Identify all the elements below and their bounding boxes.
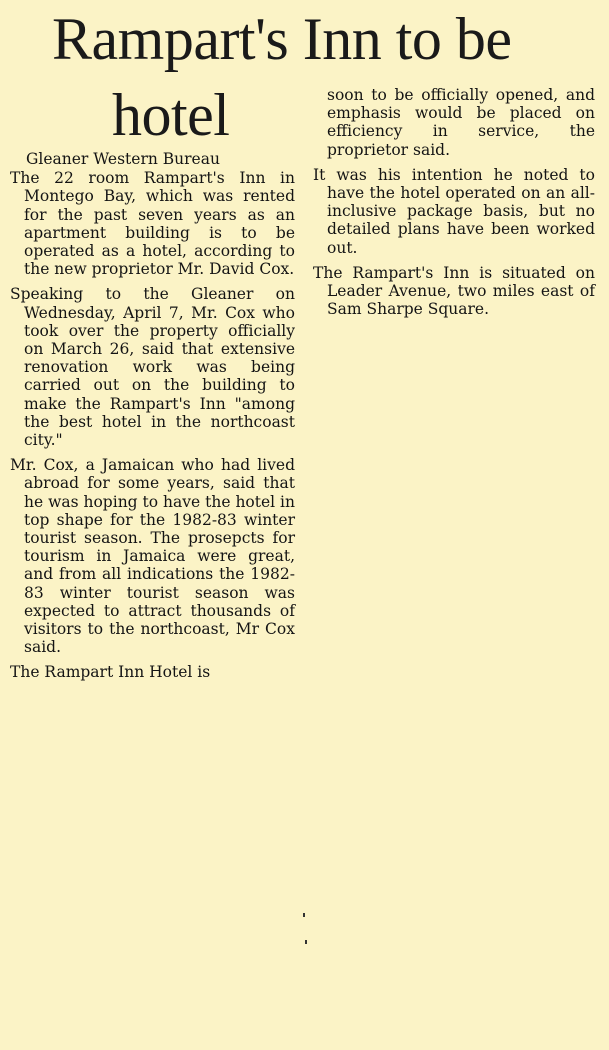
headline-line-2: hotel bbox=[112, 82, 230, 148]
headline-line-1: Rampart's Inn to be bbox=[52, 6, 512, 72]
right-paragraph-2: It was his intention he noted to have the hotel operated on an all-inclusive package basis, but no detailed plans have been worked out. bbox=[313, 165, 595, 257]
paragraph-3: Mr. Cox, a Jamaican who had lived abroad for some years, said that he was hoping to have the hotel in top shape for the 1982-83 winter tourist season. The prosepcts for tourism in Jamaica were great, and from all indications the 1982-83 winter tourist season was expected to attract thousands of visitors to the northcoast, Mr Cox said. bbox=[10, 456, 295, 657]
right-column bbox=[313, 86, 595, 325]
paragraph-1: The 22 room Rampart's Inn in Montego Bay, which was rented for the past seven years as an apartment building is to be operated as a hotel, according to the new proprietor Mr. David Cox. bbox=[10, 169, 295, 279]
paragraph-4: The Rampart Inn Hotel is bbox=[10, 663, 211, 682]
right-paragraph-1: soon to be officially opened, and emphasis would be placed on efficiency in service, the proprietor said. bbox=[327, 86, 595, 159]
paragraph-2: Speaking to the Gleaner on Wednesday, April 7, Mr. Cox who took over the property officially on March 26, said that extensive renovation work was being carried out on the building to make the Rampart's Inn "among the best hotel in the northcoast city." bbox=[10, 285, 295, 450]
byline: Gleaner Western Bureau bbox=[26, 150, 220, 168]
print-speck bbox=[305, 940, 307, 944]
print-speck bbox=[303, 913, 305, 917]
right-paragraph-3: The Rampart's Inn is situated on Leader Avenue, two miles east of Sam Sharpe Square. bbox=[313, 263, 595, 319]
left-column bbox=[10, 150, 295, 682]
